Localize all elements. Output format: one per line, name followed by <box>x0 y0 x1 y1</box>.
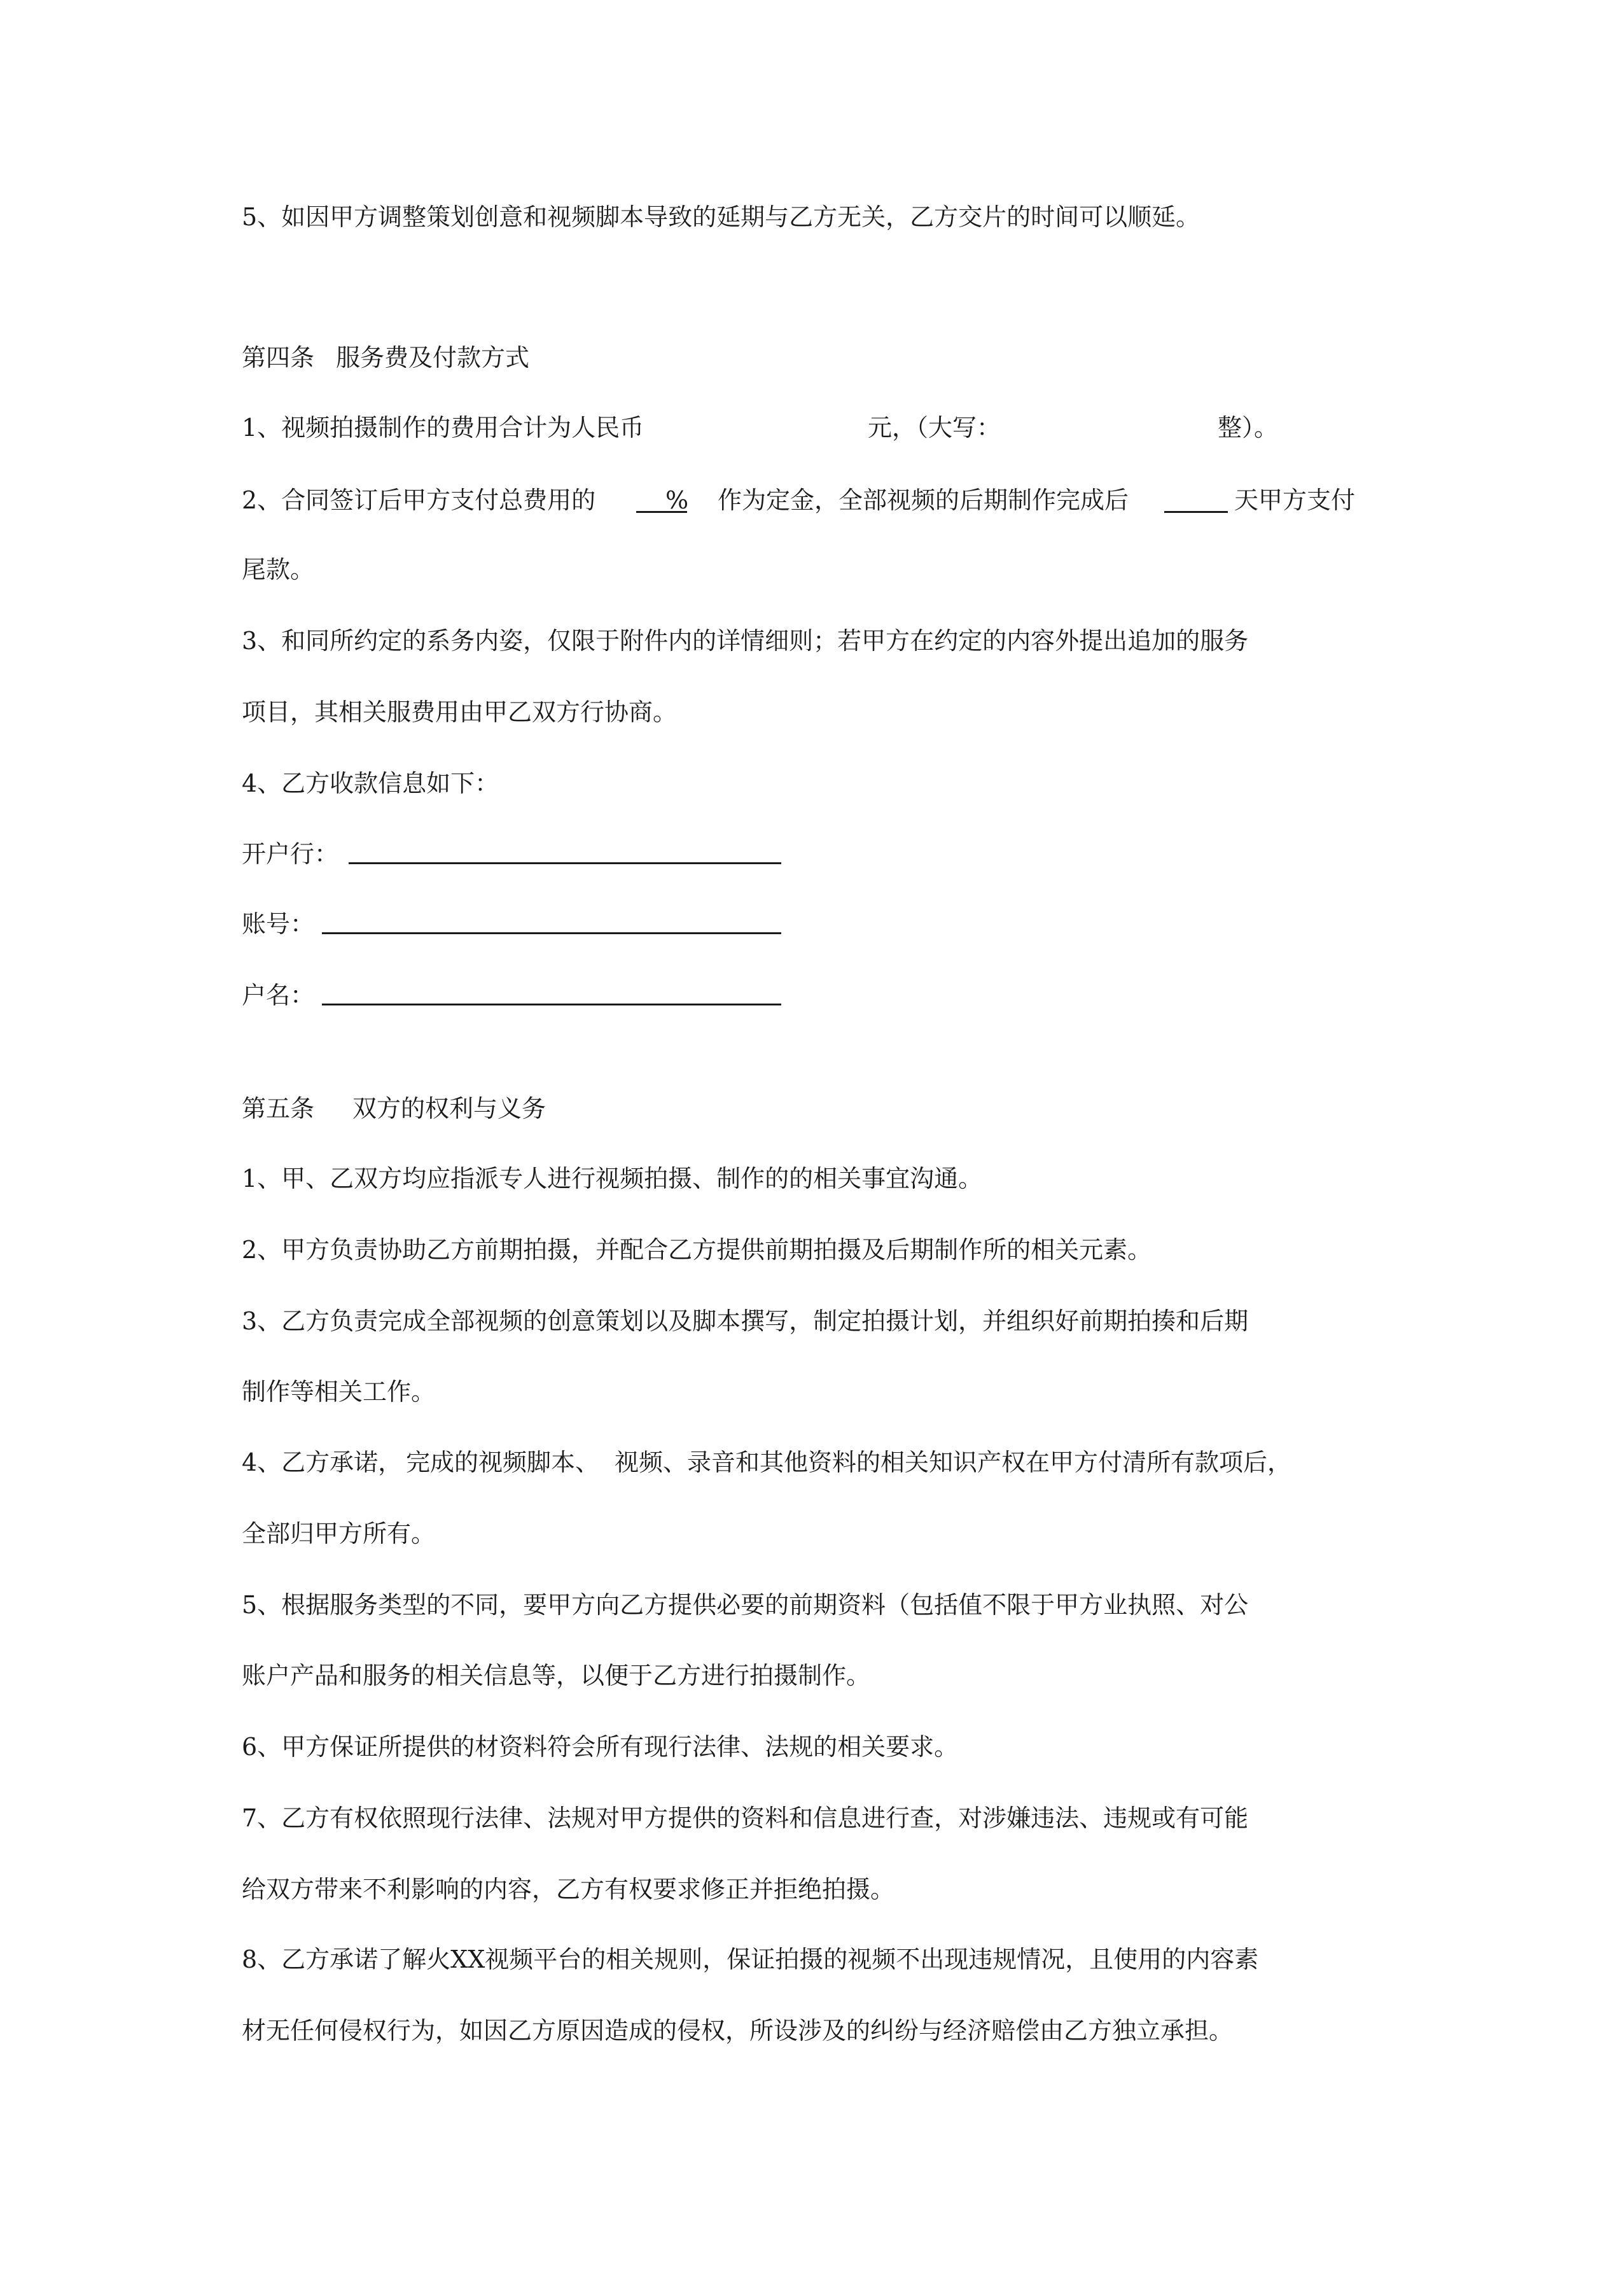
article4-item3-line1: 3、和同所约定的系务内姿，仅限于附件内的详情细则；若甲方在约定的内容外提出追加的服务 <box>242 627 1249 655</box>
bank-label: 开户行： <box>242 840 339 868</box>
article5-item4-part1: 4、乙方承诺， <box>242 1448 403 1476</box>
article4-item2-mid: 作为定金，全部视频的后期制作完成后 <box>718 486 1129 514</box>
article3-item5: 5、如因甲方调整策划创意和视频脚本导致的延期与乙方无关，乙方交片的时间可以顺延。 <box>242 203 1200 231</box>
article4-item1-end: 整）。 <box>1218 414 1279 442</box>
article4-item2-cont: 尾款。 <box>242 556 315 584</box>
article4-item4: 4、乙方收款信息如下： <box>242 769 499 797</box>
article5-item6: 6、甲方保证所提供的材资料符会所有现行法律、法规的相关要求。 <box>242 1733 959 1761</box>
article4-item1-prefix: 1、视频拍摄制作的费用合计为人民币 <box>242 414 644 442</box>
article4-item2-prefix: 2、合同签订后甲方支付总费用的 <box>242 486 596 514</box>
article5-item3-line2: 制作等相关工作。 <box>242 1378 436 1406</box>
article5-item2: 2、甲方负责协助乙方前期拍摄，并配合乙方提供前期拍摄及后期制作所的相关元素。 <box>242 1236 1152 1264</box>
article5-item3-line1: 3、乙方负责完成全部视频的创意策划以及脚本撰写，制定拍摄计划，并组织好前期拍揍和后期 <box>242 1307 1249 1335</box>
article5-heading-number: 第五条 <box>242 1095 315 1123</box>
article4-item3-line2: 项目，其相关服费用由甲乙双方行协商。 <box>242 698 678 726</box>
article5-item4-part3: 视频、录音和其他资料的相关知识产权在甲方付清所有款项后， <box>615 1448 1292 1476</box>
article4-item2-percent: % <box>665 486 689 514</box>
article4-heading-number: 第四条 <box>242 344 315 372</box>
article5-item4-part2: 完成的视频脚本、 <box>406 1448 600 1476</box>
article5-heading-title: 双方的权利与义务 <box>352 1095 546 1123</box>
article4-item1-yuan: 元，（大写： <box>868 414 1001 442</box>
article5-item8-line1: 8、乙方承诺了解火XX视频平台的相关规则，保证拍摄的视频不出现违规情况，且使用的内容素 <box>242 1945 1259 1973</box>
article5-item7-line1: 7、乙方有权依照现行法律、法规对甲方提供的资料和信息进行查，对涉嫌违法、违规或有可能 <box>242 1804 1249 1832</box>
article5-item7-line2: 给双方带来不利影响的内容，乙方有权要求修正并拒绝拍摄。 <box>242 1875 895 1903</box>
bank-field-line[interactable] <box>349 862 781 864</box>
article4-heading-title: 服务费及付款方式 <box>336 344 530 372</box>
balance-days-blank[interactable] <box>1164 511 1228 513</box>
article5-item1: 1、甲、乙双方均应指派专人进行视频拍摄、制作的的相关事宜沟通。 <box>242 1165 983 1193</box>
account-name-field-line[interactable] <box>322 1004 781 1005</box>
article5-item5-line1: 5、根据服务类型的不同，要甲方向乙方提供必要的前期资料（包括值不限于甲方业执照、对公 <box>242 1591 1249 1619</box>
article5-item5-line2: 账户产品和服务的相关信息等，以便于乙方进行拍摄制作。 <box>242 1662 871 1690</box>
article5-item4-line2: 全部归甲方所有。 <box>242 1520 436 1548</box>
account-name-label: 户名： <box>242 981 315 1009</box>
account-label: 账号： <box>242 910 315 938</box>
article5-item8-line2: 材无任何侵权行为，如因乙方原因造成的侵权，所设涉及的纠纷与经济赔偿由乙方独立承担。 <box>242 2017 1234 2045</box>
account-field-line[interactable] <box>322 932 781 934</box>
article4-item2-end: 天甲方支付 <box>1234 486 1356 514</box>
